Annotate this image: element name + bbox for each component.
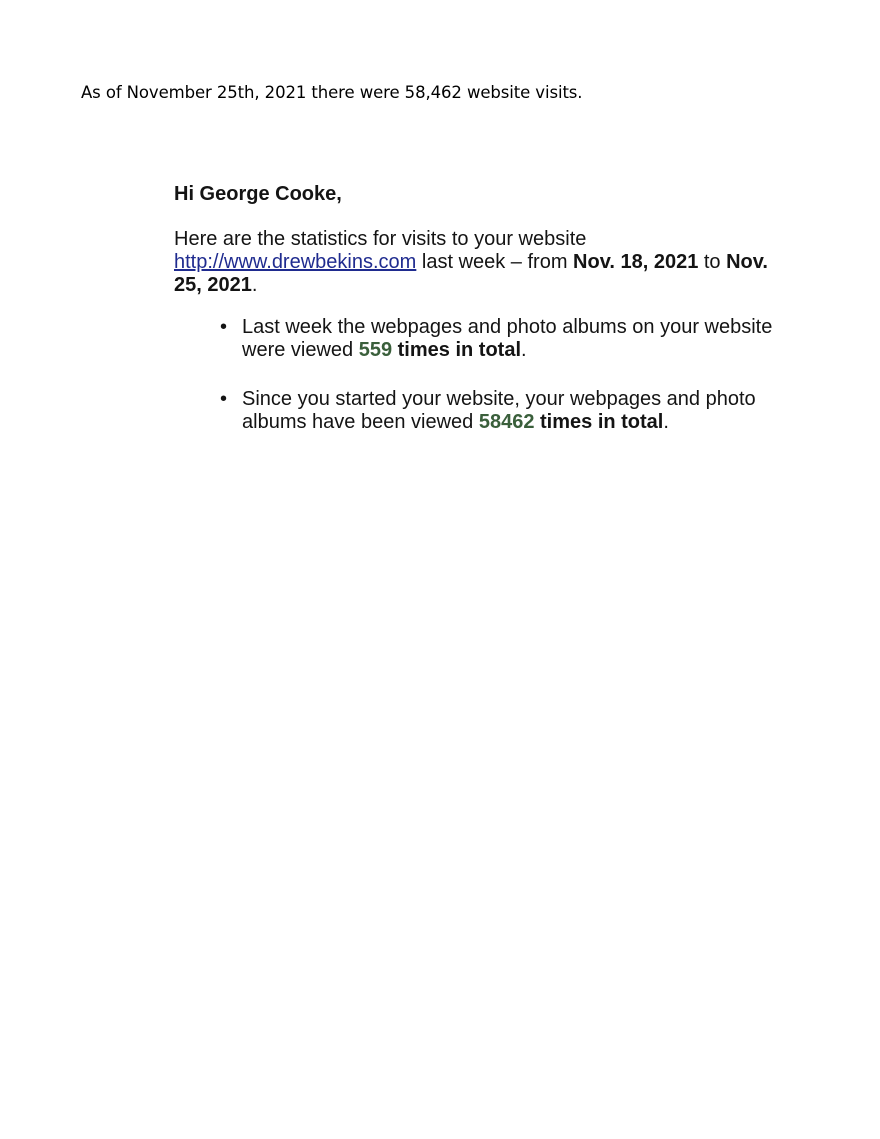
website-link[interactable]: http://www.drewbekins.com bbox=[174, 251, 417, 273]
email-intro-paragraph bbox=[174, 228, 794, 297]
list-item bbox=[174, 388, 794, 434]
stats-list bbox=[174, 316, 794, 434]
stat-end: . bbox=[663, 411, 669, 433]
bullet-icon: • bbox=[220, 316, 228, 338]
date-to: Nov. 25, 2021 bbox=[174, 251, 768, 296]
stat-suffix: times in total bbox=[392, 339, 521, 361]
intro-before-link: Here are the statistics for visits to your website bbox=[174, 228, 587, 250]
stat-end: . bbox=[521, 339, 527, 361]
stat-text: Last week the webpages and photo albums on your website were viewed bbox=[242, 316, 773, 361]
stat-number: 58462 bbox=[478, 411, 535, 433]
period-end: . bbox=[251, 274, 258, 296]
email-screenshot bbox=[174, 181, 794, 460]
after-link-text: last week – from bbox=[416, 251, 574, 273]
intro-text: As of November 25th, 2021 there were 58,462 website visits. bbox=[81, 83, 583, 102]
between-dates-text: to bbox=[698, 251, 727, 273]
stat-text: Since you started your website, your webpages and photo albums have been viewed bbox=[242, 388, 756, 433]
stat-suffix: times in total bbox=[534, 411, 664, 433]
list-item bbox=[174, 316, 794, 362]
bullet-icon: • bbox=[220, 388, 228, 410]
email-greeting: Hi George Cooke, bbox=[174, 183, 342, 205]
stat-number: 559 bbox=[358, 339, 393, 361]
date-from: Nov. 18, 2021 bbox=[573, 251, 699, 273]
